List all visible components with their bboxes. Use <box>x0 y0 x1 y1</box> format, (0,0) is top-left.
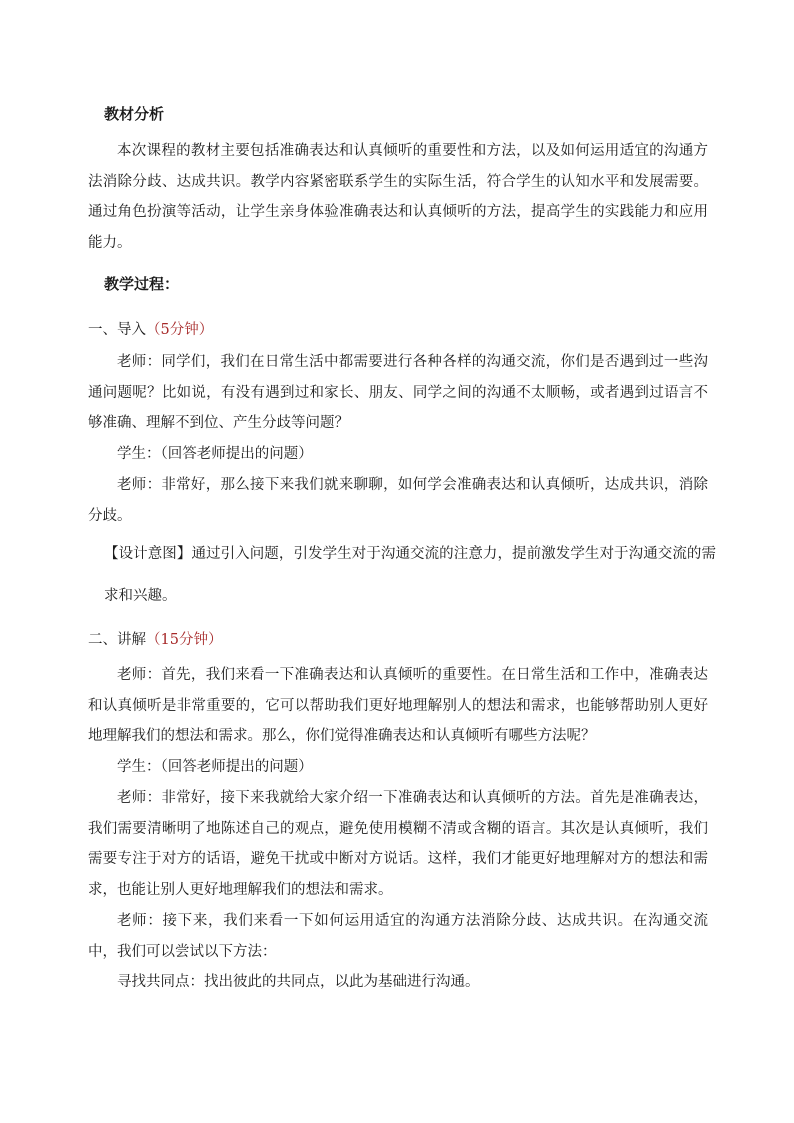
teacher-line: 老师：非常好，那么接下来我们就来聊聊，如何学会准确表达和认真倾听，达成共识，消除分歧。 <box>88 477 708 524</box>
teacher-line: 老师：非常好，接下来我就给大家介绍一下准确表达和认真倾听的方法。首先是准确表达，我们需要清晰明了地陈述自己的观点，避免使用模糊不清或含糊的语言。其次是认真倾听，我们需要专注于对方的话语，避免干扰或中断对方说话。这样，我们才能更好地理解对方的想法和需求，也能让别人更好地理解我们的想法和需求。 <box>88 790 708 898</box>
student-line: 学生：（回答老师提出的问题） <box>117 759 313 775</box>
teacher-line: 老师：同学们，我们在日常生活中都需要进行各种各样的沟通交流，你们是否遇到过一些沟通问题呢？比如说，有没有遇到过和家长、朋友、同学之间的沟通不太顺畅，或者遇到过语言不够准确、理解不到位、产生分歧等问题？ <box>88 354 708 431</box>
part-heading-explanation <box>88 628 222 649</box>
method-line: 寻找共同点：找出彼此的共同点，以此为基础进行沟通。 <box>117 974 480 990</box>
teacher-line: 老师：接下来，我们来看一下如何运用适宜的沟通方法消除分歧、达成共识。在沟通交流中，我们可以尝试以下方法： <box>88 913 708 960</box>
teacher-line: 老师：首先，我们来看一下准确表达和认真倾听的重要性。在日常生活和工作中，准确表达和认真倾听是非常重要的，它可以帮助我们更好地理解别人的想法和需求，也能够帮助别人更好地理解我们的想法和需求。那么，你们觉得准确表达和认真倾听有哪些方法呢？ <box>88 667 708 744</box>
part-heading-intro <box>88 318 213 339</box>
part-duration: （15分钟） <box>146 632 223 648</box>
textbook-analysis-paragraph: 本次课程的教材主要包括准确表达和认真倾听的重要性和方法，以及如何运用适宜的沟通方法消除分歧、达成共识。教学内容紧密联系学生的实际生活，符合学生的认知水平和发展需要。通过角色扮演等活动，让学生亲身体验准确表达和认真倾听的方法，提高学生的实践能力和应用能力。 <box>88 143 708 251</box>
design-intent-note: 【设计意图】通过引入问题，引发学生对于沟通交流的注意力，提前激发学生对于沟通交流的需求和兴趣。 <box>104 546 716 604</box>
part-label: 二、讲解 <box>88 632 146 648</box>
section-title-teaching-process: 教学过程： <box>104 275 180 293</box>
part-label: 一、导入 <box>88 322 146 338</box>
section-title-textbook-analysis: 教材分析 <box>104 105 165 123</box>
part-duration: （5分钟） <box>146 322 214 338</box>
student-line: 学生：（回答老师提出的问题） <box>117 446 313 462</box>
